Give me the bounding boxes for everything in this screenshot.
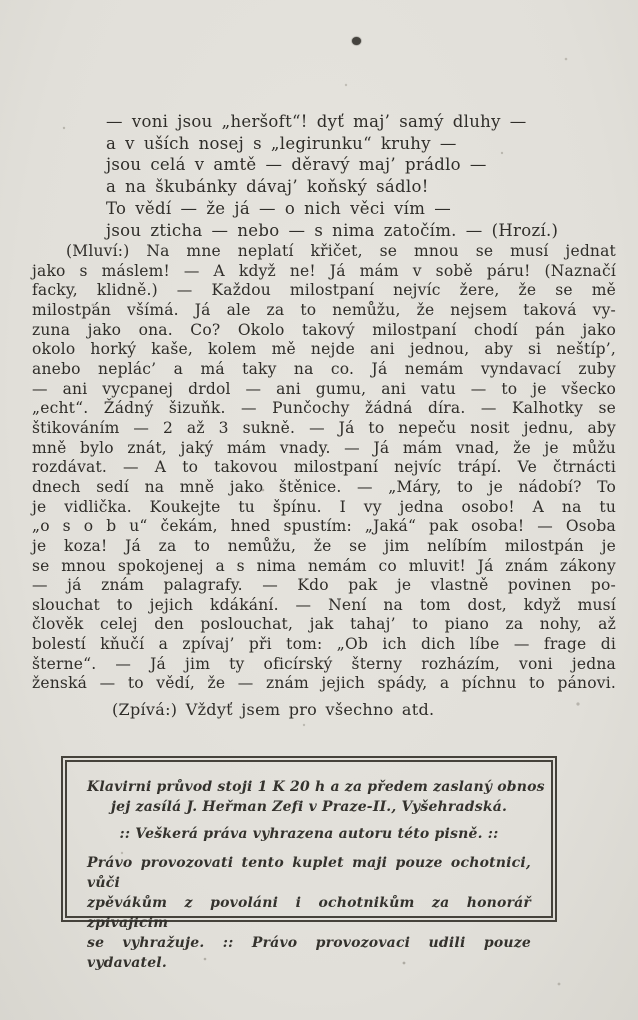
ink-spot xyxy=(352,37,361,45)
prose-line: — ani vycpanej drdol — ani gumu, ani vatu — to je všecko xyxy=(32,379,616,398)
prose-line: šterne“. — Já jim ty oficírský šterny rozházím, voni jedna xyxy=(32,654,616,673)
prose-line: slouchat to jejich kdákání. — Není na tom dost, když musí xyxy=(32,595,616,614)
notice-line: zpěvákům z povoláni i ochotnikům za honorář zpivajicim xyxy=(87,895,531,931)
prose-line: dnech sedí na mně jako štěnice. — „Máry, to je nádobí? To xyxy=(32,477,616,496)
prose-line: štikováním — 2 až 3 sukně. — Já to nepeču nosit jednu, aby xyxy=(32,418,616,437)
notice-line: se vyhražuje. :: Právo provozovaci udili pouze vydavatel. xyxy=(87,935,531,971)
paper-specks xyxy=(0,0,2,2)
publisher-notice-box xyxy=(61,756,557,971)
notice-line: jej zasílá J. Heřman Zefi v Praze-II., Vyšehradská. xyxy=(110,799,508,815)
verse-block xyxy=(106,111,558,241)
prose-line: bolestí kňučí a zpívaj’ při tom: „Ob ich dich líbe — frage di xyxy=(32,635,616,654)
verse-line: a na škubánky dávaj’ koňský sádlo! xyxy=(106,177,429,197)
prose-line: anebo neplác’ a má taky na co. Já nemám vyndavací zuby xyxy=(32,359,616,378)
verse-line: To vědí — že já — o nich věci vím — xyxy=(106,198,451,218)
prose-line: je koza! Já za to nemůžu, že se jim nelíbím milostpán je xyxy=(32,536,616,555)
prose-line: okolo horký kaše, kolem mě nejde ani jednou, aby si neštíp’, xyxy=(32,340,616,359)
prose-line: „o s o b u“ čekám, hned spustím: „Jaká“ pak osoba! — Osoba xyxy=(32,517,616,536)
prose-line: „echt“. Žádný šizuňk. — Punčochy žádná díra. — Kalhotky se xyxy=(32,399,616,418)
prose-line: jako s máslem! — A když ne! Já mám v sobě páru! (Naznačí xyxy=(32,261,616,280)
prose-line: ženská — to vědí, že — znám jejich spády, a píchnu to pánovi. xyxy=(32,674,616,693)
performance-rights-notice xyxy=(87,853,531,973)
notice-line: Klavirni průvod stoji 1 K 20 h a za předem zaslaný obnos xyxy=(87,779,545,795)
prose-line: je vidlička. Koukejte tu špínu. I vy jedna osobo! A na tu xyxy=(32,497,616,516)
notice-line: Právo provozovati tento kuplet maji pouze ochotnici, vůči xyxy=(87,855,531,891)
rights-reserved-line: :: Veškerá práva vyhrazena autoru této pisně. :: xyxy=(119,826,499,842)
prose-line: zuna jako ona. Co? Okolo takový milostpaní chodí pán jako xyxy=(32,320,616,339)
piano-accompaniment-notice xyxy=(87,777,545,817)
verse-line: jsou celá v amtě — děravý maj’ prádlo — xyxy=(106,155,487,175)
sung-closing-line: (Zpívá:) Vždyť jsem pro všechno atd. xyxy=(112,700,435,719)
spoken-monologue xyxy=(32,242,616,694)
verse-line: a v uších nosej s „legirunku“ kruhy — xyxy=(106,133,457,153)
prose-line: se mnou spokojenej a s nima nemám co mluvit! Já znám zákony xyxy=(32,556,616,575)
prose-line: mně bylo znát, jaký mám vnady. — Já mám vnad, že je můžu xyxy=(32,438,616,457)
prose-line: (Mluví:) Na mne neplatí křičet, se mnou se musí jednat xyxy=(66,242,616,260)
verse-line: — voni jsou „heršoft“! dyť maj’ samý dluhy — xyxy=(106,112,527,131)
verse-line: jsou zticha — nebo — s nima zatočím. — (Hrozí.) xyxy=(106,220,559,240)
prose-line: facky, klidně.) — Každou milostpaní nejvíc žere, že se mě xyxy=(32,281,616,300)
prose-line: milostpán všímá. Já ale za to nemůžu, že nejsem taková vy- xyxy=(32,300,616,319)
prose-line: rozdávat. — A to takovou milostpaní nejvíc trápí. Ve čtrnácti xyxy=(32,458,616,477)
prose-line: člověk celej den poslouchat, jak tahaj’ to piano za nohy, až xyxy=(32,615,616,634)
prose-line: — já znám palagrafy. — Kdo pak je vlastně povinen po- xyxy=(32,576,616,595)
